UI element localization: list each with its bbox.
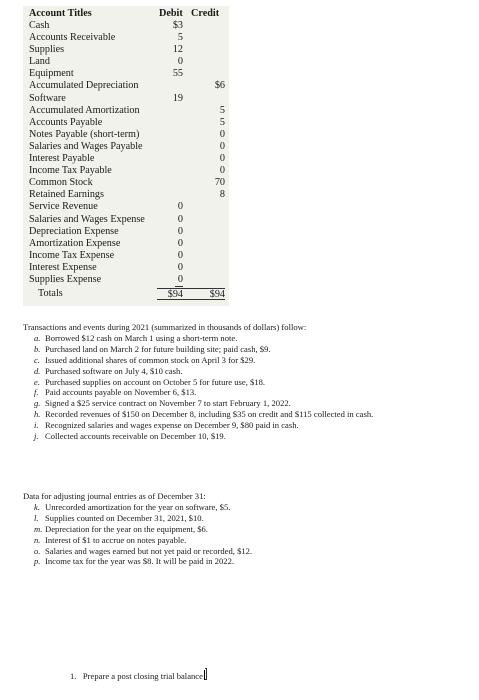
account-name: Accumulated Depreciation [29,80,139,92]
account-name: Software [29,92,66,104]
debit-cell: $3 [172,20,183,31]
debit-cell [157,165,183,177]
transactions-intro: Transactions and events during 2021 (summarized in thousands of dollars) follow: [23,322,307,332]
account-name: Service Revenue [29,201,98,213]
account-name: Retained Earnings [29,189,104,201]
table-row [29,226,225,238]
transaction-item [34,333,373,344]
transaction-item-letter: d. [34,365,41,376]
debit-cell [157,153,183,165]
table-row [29,68,225,80]
table-row [29,117,225,129]
adjustment-item-letter: k. [34,501,40,512]
debit-cell: 12 [172,44,183,56]
debit-cell: 0 [177,213,183,225]
debit-cell [157,129,183,141]
transaction-item-letter: i. [34,420,39,431]
credit-cell [183,93,225,105]
credit-cell [183,44,225,56]
transaction-item-letter: g. [34,398,41,409]
adjustment-item-letter: n. [34,534,41,545]
transaction-item-text: Paid accounts payable on November 6, $13. [45,387,197,398]
transaction-item [34,398,373,409]
table-row [29,214,225,226]
transaction-item-letter: h. [34,409,41,420]
credit-cell: 70 [214,177,225,189]
adjustments-list [23,502,252,567]
debit-cell: 5 [177,32,183,44]
table-row [29,238,225,250]
transaction-item [34,377,373,388]
debit-cell: 19 [172,92,183,104]
table-row [29,141,225,153]
table-row [29,32,225,44]
credit-cell [183,68,225,80]
adjustment-item-text: Unrecorded amortization for the year on software, $5. [45,501,231,512]
account-name: Notes Payable (short-term) [29,128,140,140]
table-row [29,80,225,92]
totals-credit: $94 [183,288,225,300]
transaction-item [34,366,373,377]
transaction-item-text: Issued additional shares of common stock on April 3 for $29. [45,354,256,365]
account-name: Land [29,56,50,68]
adjustment-item-text: Interest of $1 to accrue on notes payable. [45,534,187,545]
adjustment-item-text: Depreciation for the year on the equipment, $6. [45,523,208,534]
transaction-item-text: Purchased supplies on account on October 5 for future use, $18. [45,376,266,387]
credit-cell [183,214,225,226]
adjustment-item-letter: o. [34,545,41,556]
debit-cell: 0 [177,261,183,273]
table-row [29,165,225,177]
account-name: Income Tax Payable [29,165,112,177]
adjustment-item-letter: l. [34,512,39,523]
table-row [29,250,225,262]
account-name: Salaries and Wages Expense [29,213,145,225]
credit-cell: 0 [219,165,225,177]
debit-cell: 0 [177,201,183,213]
table-row [29,20,225,32]
account-name: Cash [29,20,50,31]
adjustment-item [34,502,252,513]
account-name: Interest Payable [29,153,95,165]
debit-cell [157,117,183,129]
adjustment-item [34,535,252,546]
question-prompt [70,668,207,681]
credit-cell [183,201,225,213]
table-header [29,8,225,20]
transaction-item [34,431,373,442]
adjustments-intro: Data for adjusting journal entries as of December 31: [23,491,206,501]
adjustment-item [34,524,252,535]
adjustment-item-letter: p. [34,556,41,567]
transaction-item [34,409,373,420]
account-name: Salaries and Wages Payable [29,140,143,152]
credit-cell: $6 [214,80,225,92]
credit-cell: 5 [219,104,225,116]
account-name: Amortization Expense [29,237,121,249]
adjustment-item-text: Income tax for the year was $8. It will be paid in 2022. [45,556,235,567]
credit-cell: 0 [219,140,225,152]
table-row [29,153,225,165]
debit-cell: 0 [177,225,183,237]
table-row [29,44,225,56]
credit-cell [183,274,225,286]
table-row [29,105,225,117]
credit-cell [183,20,225,32]
transaction-item [34,387,373,398]
debit-cell [157,105,183,117]
account-name: Interest Expense [29,261,97,273]
header-credit: Credit [191,8,220,19]
credit-cell: 8 [219,189,225,201]
debit-cell: 55 [172,68,183,80]
transaction-item-text: Signed a $25 service contract on November 7 to start February 1, 2022. [45,398,291,409]
debit-cell [157,177,183,189]
account-name: Equipment [29,68,74,80]
account-name: Accounts Payable [29,116,103,128]
transaction-item-letter: b. [34,343,41,354]
table-row [29,93,225,105]
debit-cell: 0 [177,249,183,261]
adjustment-item [34,513,252,524]
credit-cell [183,250,225,262]
transaction-item-text: Recognized salaries and wages expense on December 9, $80 paid in cash. [45,420,299,431]
credit-cell [183,238,225,250]
debit-cell [157,189,183,201]
account-name: Supplies Expense [29,273,102,285]
credit-cell [183,262,225,274]
question-number: 1. [70,671,77,681]
totals-row [29,288,225,300]
transaction-item-text: Purchased land on March 2 for future building site; paid cash, $9. [45,343,271,354]
header-account-titles: Account Titles [29,8,92,19]
table-row [29,201,225,213]
trial-balance-table [23,6,229,306]
transaction-item-text: Borrowed $12 cash on March 1 using a short-term note. [45,332,238,343]
transaction-item-letter: f. [34,387,39,398]
transaction-item-letter: a. [34,332,41,343]
transaction-item [34,420,373,431]
account-name: Supplies [29,44,65,56]
credit-cell [183,226,225,238]
debit-cell: 0 [177,56,183,68]
adjustment-item [34,556,252,567]
account-name: Accumulated Amortization [29,104,140,116]
adjustment-item-letter: m. [34,523,43,534]
answer-input-edge[interactable] [205,668,207,680]
transactions-section [23,322,373,442]
debit-cell [157,141,183,153]
table-body [29,20,225,286]
transaction-item-letter: e. [34,376,40,387]
debit-cell: 0 [177,237,183,249]
account-name: Accounts Receivable [29,32,116,44]
transaction-item-text: Purchased software on July 4, $10 cash. [45,365,183,376]
header-debit: Debit [159,8,183,19]
debit-cell [157,80,183,92]
credit-cell: 5 [219,116,225,128]
table-row [29,274,225,286]
totals-label: Totals [38,288,63,300]
transaction-item [34,344,373,355]
debit-cell: 0 [157,274,183,286]
adjustment-item [34,546,252,557]
transactions-list [23,333,373,442]
adjustments-section [23,491,252,567]
table-row [29,177,225,189]
question-text: Prepare a post closing trial balance [82,671,203,681]
credit-cell [183,56,225,68]
account-name: Depreciation Expense [29,225,119,237]
totals-debit: $94 [157,288,183,300]
transaction-item-text: Recorded revenues of $150 on December 8, including $35 on credit and $115 collected in cash. [45,409,374,420]
transaction-item-letter: j. [34,431,39,442]
transaction-item-letter: c. [34,354,40,365]
table-row [29,262,225,274]
transaction-item [34,355,373,366]
table-row [29,129,225,141]
table-row [29,56,225,68]
transaction-item-text: Collected accounts receivable on December 10, $19. [45,431,226,442]
adjustment-item-text: Supplies counted on December 31, 2021, $10. [45,512,204,523]
account-name: Common Stock [29,177,93,189]
table-row [29,189,225,201]
adjustment-item-text: Salaries and wages earned but not yet paid or recorded, $12. [45,545,253,556]
credit-cell: 0 [219,128,225,140]
credit-cell [183,32,225,44]
account-name: Income Tax Expense [29,249,115,261]
credit-cell: 0 [219,153,225,165]
